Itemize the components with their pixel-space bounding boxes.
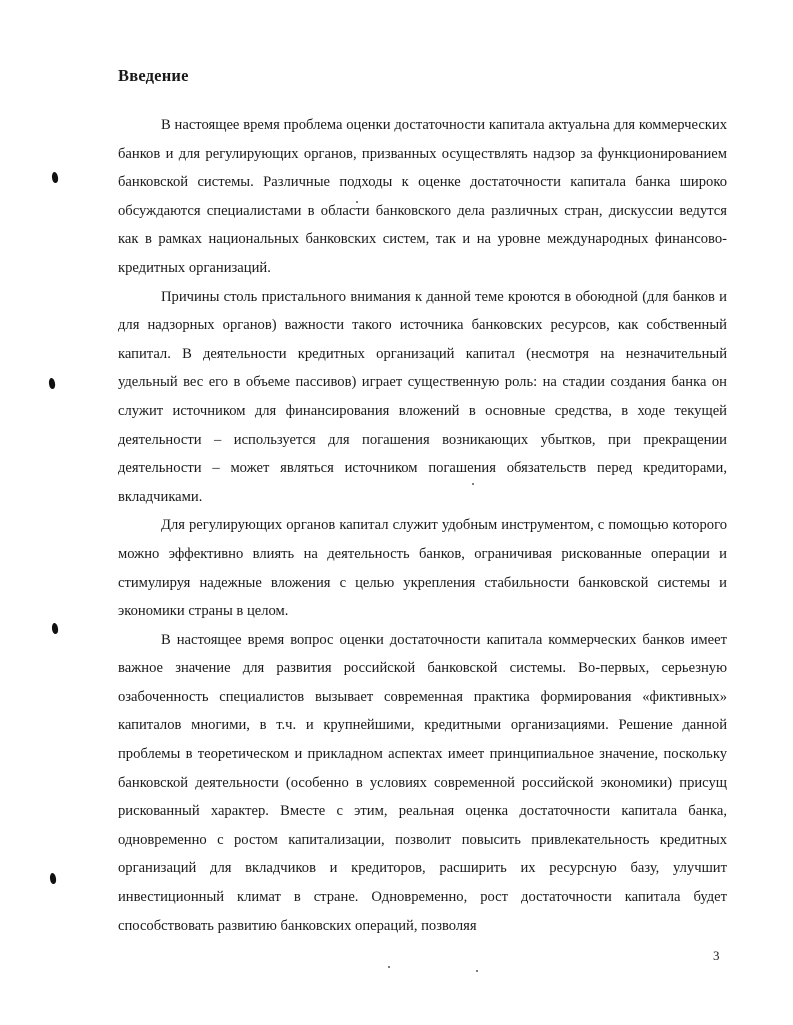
page-number: 3 xyxy=(713,948,720,963)
punch-hole-mark xyxy=(49,873,56,885)
paragraph: Для регулирующих органов капитал служит удобным инструментом, с помощью которого можно эффективно влиять на деятельность банков, ограничивая рискованные операции и стимулируя надежные вложения с целью укрепления стабильности банковской системы и экономики страны в целом. xyxy=(118,517,727,620)
scan-speck xyxy=(388,966,390,968)
punch-hole-mark xyxy=(51,623,58,635)
punch-hole-mark xyxy=(48,378,55,390)
paragraph: Причины столь пристального внимания к данной теме кроются в обоюдной (для банков и для надзорных органов) важности такого источника банковских ресурсов, как собственный капитал. В деятельности кредитных организаций капитал (несмотря на незначительный удельный вес его в объеме пассивов) играет существенную роль: на стадии создания банка он служит источником для финансирования вложений в основные средства, в ходе текущей деятельности – используется для погашения возникающих убытков, при прекращении деятельности – может являться источником погашения обязательств перед кредиторами, вкладчиками. xyxy=(118,288,727,505)
paragraph: В настоящее время проблема оценки достаточности капитала актуальна для коммерческих банков и для регулирующих органов, призванных осуществлять надзор за функционированием банковской системы. Различные подходы к оценке достаточности капитала банка широко обсуждаются специалистами в области банковского дела различных стран, дискуссии ведутся как в рамках национальных банковских систем, так и на уровне международных финансово-кредитных организаций. xyxy=(118,117,727,276)
paragraph: В настоящее время вопрос оценки достаточности капитала коммерческих банков имеет важное значение для развития российской банковской системы. Во-первых, серьезную озабоченность специалистов вызывает современная практика формирования «фиктивных» капиталов многими, в т.ч. и крупнейшими, кредитными организациями. Решение данной проблемы в теоретическом и прикладном аспектах имеет принципиальное значение, поскольку банковской деятельности (особенно в условиях современной российской экономики) присущ рискованный характер. Вместе с этим, реальная оценка достаточности капитала банка, одновременно с ростом капитализации, позволит повысить привлекательность кредитных организаций для вкладчиков и кредиторов, расширить их ресурсную базу, улучшит инвестиционный климат в стране. Одновременно, рост достаточности капитала будет способствовать развитию банковских операций, позволяя xyxy=(118,631,727,934)
page-title: Введение xyxy=(118,66,189,85)
body-text xyxy=(118,111,727,940)
punch-hole-mark xyxy=(51,172,58,184)
scan-speck xyxy=(476,970,478,972)
